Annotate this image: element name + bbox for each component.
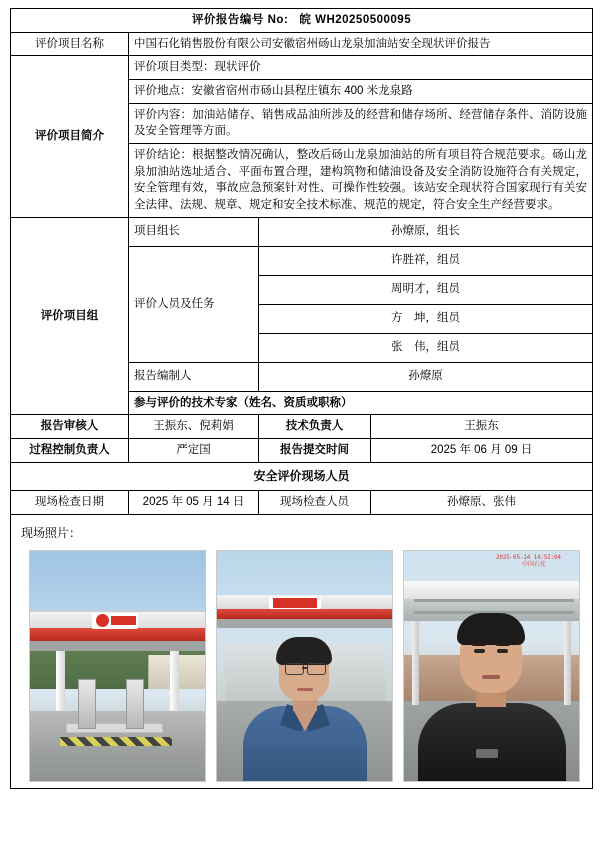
summary-type-row: [11, 56, 593, 80]
project-name-value: 中国石化销售股份有限公司安徽宿州砀山龙泉加油站安全现状评价报告: [129, 32, 593, 56]
report-number-label: 评价报告编号 No:: [191, 14, 289, 26]
team-leader-row: [11, 217, 593, 246]
site-personnel-header: 安全评价现场人员: [11, 462, 593, 490]
experts-header: 参与评价的技术专家（姓名、资质或职称）: [129, 391, 593, 415]
person-eye-left: [474, 649, 485, 653]
photo-watermark-overlay: 中国石化: [522, 561, 547, 569]
fuel-dispenser-left: [78, 679, 96, 729]
canopy-column-right: [564, 621, 571, 705]
inspection-people-value: 孙燎原、张伟: [371, 491, 593, 515]
sinopec-logo-text: [111, 616, 136, 625]
canopy-underside: [216, 619, 393, 628]
staff-blue-shirt-photo: [216, 550, 393, 782]
inspection-date-value: 2025 年 05 月 14 日: [129, 491, 259, 515]
person-hair: [457, 613, 525, 645]
report-compiler-value: 孙燎原: [259, 362, 593, 391]
summary-type-value: 评价项目类型：现状评价: [129, 56, 593, 80]
person-eyebrow-right: [496, 643, 510, 646]
canopy-red-band: [216, 609, 393, 619]
reviewer-label: 报告审核人: [11, 415, 129, 439]
photos-cell: [11, 514, 593, 788]
report-cover-table: [10, 8, 593, 789]
project-name-row: [11, 32, 593, 56]
person-torso: [418, 703, 566, 781]
team-member-value: 方 坤，组员: [259, 304, 593, 333]
submit-time-value: 2025 年 06 月 09 日: [371, 439, 593, 463]
gas-station-canopy-photo: [29, 550, 206, 782]
process-control-row: [11, 439, 593, 463]
reviewer-row: [11, 415, 593, 439]
report-number-value: 皖 WH20250500095: [299, 14, 412, 26]
forecourt-ground: [30, 711, 205, 781]
reviewer-value: 王振东、倪莉娟: [129, 415, 259, 439]
inspection-date-label: 现场检查日期: [11, 491, 129, 515]
station-sign-text: [273, 598, 317, 608]
team-leader-label: 项目组长: [129, 217, 259, 246]
shirt-logo: [476, 749, 498, 758]
team-members-label: 评价人员及任务: [129, 246, 259, 362]
project-name-label: 评价项目名称: [11, 32, 129, 56]
photo-timestamp-overlay: 2025-05-14 14:52:04: [496, 554, 561, 562]
hazard-stripe: [60, 737, 172, 746]
report-title-row: [11, 9, 593, 33]
photos-section: [11, 515, 592, 788]
canopy-column-left: [412, 621, 419, 705]
submit-time-label: 报告提交时间: [259, 439, 371, 463]
site-inspection-row: [11, 491, 593, 515]
team-member-value: 许胜祥，组员: [259, 246, 593, 275]
person-hair: [276, 637, 332, 665]
glasses-lens-left: [285, 663, 304, 675]
canopy-red-band: [29, 628, 206, 641]
photos-gallery: [17, 550, 586, 782]
summary-conclusion-value: 评价结论：根据整改情况确认，整改后砀山龙泉加油站的所有项目符合规范要求。砀山龙泉加油站选址适合、平面布置合理，建构筑物和储油设备及安全消防设施符合有关规定，安全管理有效，事故应急预案针对性、可操作性较强。该站安全现状符合国家现行有关安全法律、法规、规章、规定和安全技术标准、规范的规定，符合安全生产经营要求。: [129, 144, 593, 218]
photos-label: 现场照片：: [21, 525, 82, 540]
report-compiler-label: 报告编制人: [129, 362, 259, 391]
site-header-row: [11, 462, 593, 490]
canopy-underside: [29, 641, 206, 651]
fuel-dispenser-right: [126, 679, 144, 729]
person-eyebrow-left: [472, 643, 486, 646]
person-mouth: [482, 675, 500, 679]
report-title-cell: [11, 9, 593, 33]
process-control-value: 严定国: [129, 439, 259, 463]
team-member-value: 张 伟，组员: [259, 333, 593, 362]
inspection-people-label: 现场检查人员: [259, 491, 371, 515]
canopy-top: [403, 581, 580, 599]
team-member-value: 周明才，组员: [259, 275, 593, 304]
person-mouth: [297, 688, 313, 691]
tech-lead-label: 技术负责人: [259, 415, 371, 439]
project-team-label: 评价项目组: [11, 217, 129, 415]
person-neck: [476, 691, 506, 707]
glasses-bridge: [302, 667, 307, 669]
canopy-beam-upper: [414, 599, 574, 602]
summary-place-value: 评价地点：安徽省宿州市砀山县程庄镇东 400 米龙泉路: [129, 80, 593, 104]
process-control-label: 过程控制负责人: [11, 439, 129, 463]
tech-lead-value: 王振东: [371, 415, 593, 439]
team-leader-value: 孙燎原，组长: [259, 217, 593, 246]
person-eye-right: [497, 649, 508, 653]
glasses-lens-right: [307, 663, 326, 675]
project-summary-label: 评价项目简介: [11, 56, 129, 217]
summary-content-value: 评价内容：加油站储存、销售成品油所涉及的经营和储存场所、经营储存条件、消防设施及安全管理等方面。: [129, 103, 593, 143]
photos-row: [11, 514, 593, 788]
staff-black-shirt-selfie-photo: [403, 550, 580, 782]
